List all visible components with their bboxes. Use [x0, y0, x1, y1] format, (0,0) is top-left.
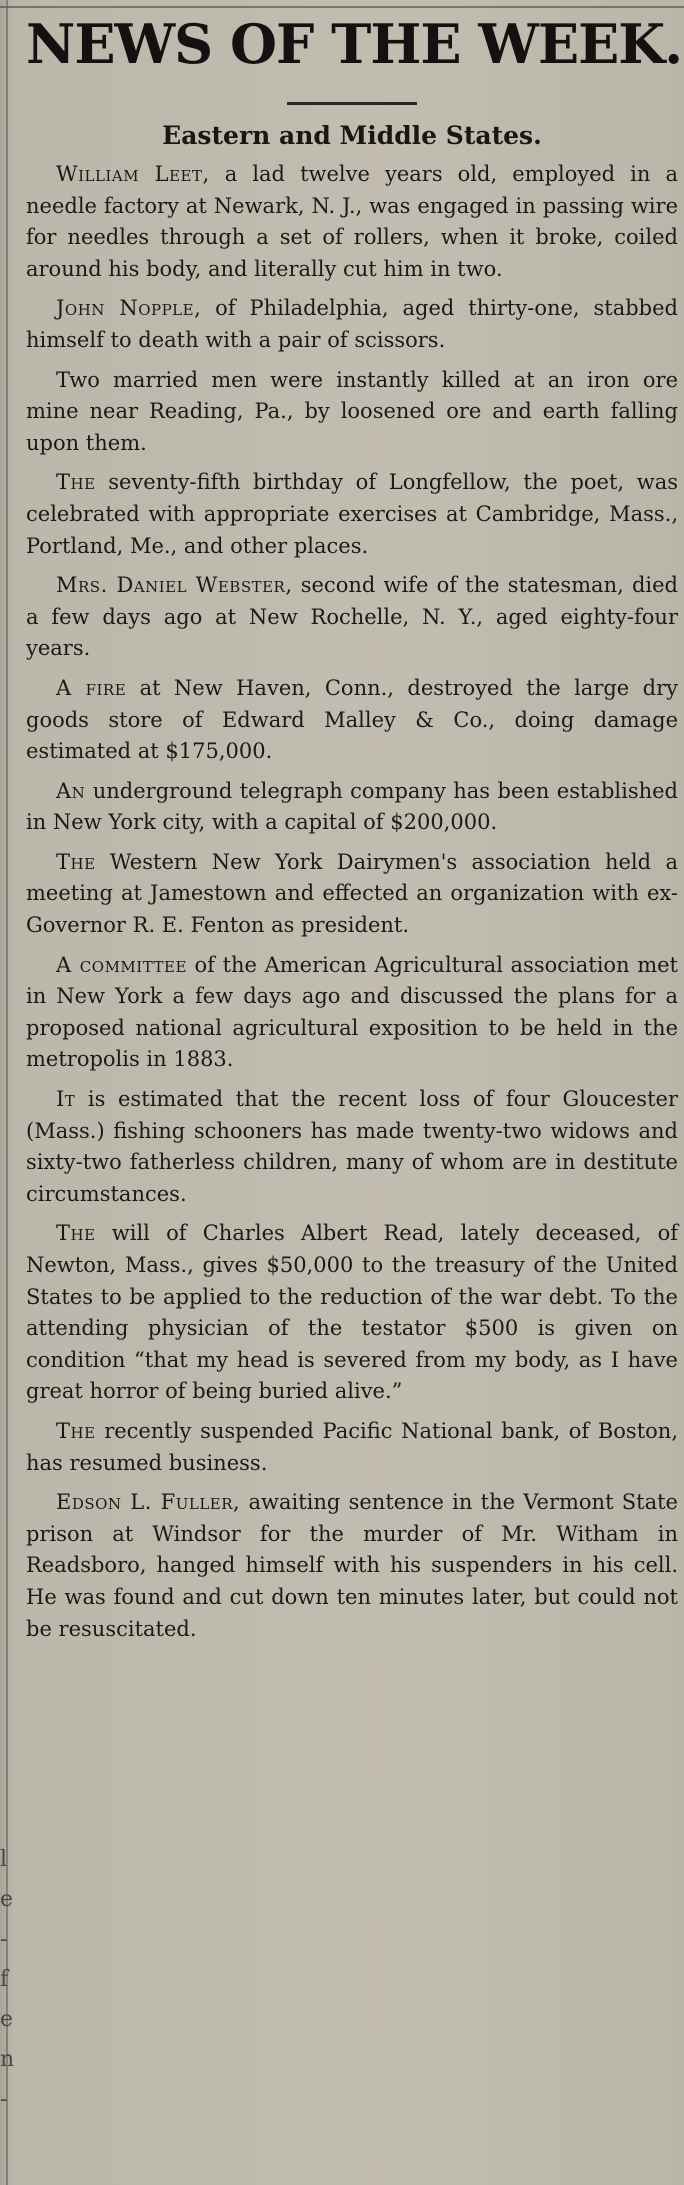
item-lead: John Nopple,: [56, 296, 202, 321]
section-heading: Eastern and Middle States.: [162, 121, 542, 150]
news-item: [26, 467, 678, 562]
item-lead: William Leet,: [56, 162, 210, 186]
news-item: [26, 365, 678, 460]
item-lead: It: [56, 1087, 76, 1112]
item-lead: The: [56, 1418, 96, 1443]
news-item: [26, 950, 678, 1076]
article-column: [26, 10, 682, 1653]
margin-fragment: f: [0, 1967, 9, 1992]
item-lead: Edson L. Fuller,: [56, 1490, 241, 1515]
margin-fragment: e: [0, 1887, 14, 1912]
margin-fragment: -: [0, 2087, 8, 2112]
news-item: [26, 776, 678, 839]
news-item: [26, 1416, 678, 1479]
item-body: recently suspended Pacific National bank, of Boston, has resumed business.: [26, 1418, 678, 1475]
item-body: Two married men were instantly killed at an iron ore mine near Reading, Pa., by loosened ore and earth falling upon them.: [26, 367, 678, 455]
margin-fragment: l: [0, 1847, 8, 1872]
item-body: second wife of the statesman, died a few days ago at New Rochelle, N. Y., aged eighty-four years.: [26, 573, 678, 661]
top-border-rule: [0, 6, 684, 8]
item-body: awaiting sentence in the Vermont State prison at Windsor for the murder of Mr. Witham in Readsboro, hanged himself with his suspenders in his cell. He was found and cut down ten minutes later, but could not be resuscitated.: [26, 1490, 678, 1641]
news-item: [26, 570, 678, 665]
item-body: of Philadelphia, aged thirty-one, stabbed himself to death with a pair of scissors.: [26, 296, 678, 352]
adjacent-column-fragments: [0, 1840, 16, 2120]
item-lead: The: [56, 1221, 96, 1246]
news-item: [26, 293, 678, 356]
item-body: seventy-fifth birthday of Longfellow, the poet, was celebrated with appropriate exercises at Cambridge, Mass., Portland, Me., and other places.: [26, 470, 678, 558]
item-lead: A fire: [56, 675, 127, 700]
item-body: at New Haven, Conn., destroyed the large dry goods store of Edward Malley & Co., doing damage estimated at $175,000.: [26, 675, 678, 764]
item-body: Western New York Dairymen's association held a meeting at Jamestown and effected an organization with ex-Governor R. E. Fenton as president.: [26, 849, 678, 938]
masthead-title: NEWS OF THE WEEK.: [26, 12, 682, 76]
news-item: [26, 159, 678, 285]
title-divider: [287, 102, 417, 105]
news-item: [26, 1084, 678, 1210]
item-lead: A committee: [56, 952, 187, 977]
item-lead: Mrs. Daniel Webster,: [56, 573, 293, 598]
item-body: is estimated that the recent loss of four Gloucester (Mass.) fishing schooners has made twenty-two widows and sixty-two fatherless children, many of whom are in destitute circumstances.: [26, 1087, 678, 1206]
margin-fragment: n: [0, 2047, 15, 2072]
news-item: [26, 1487, 678, 1645]
item-lead: An: [56, 778, 86, 803]
margin-fragment: -: [0, 1927, 8, 1952]
news-item: [26, 673, 678, 768]
item-lead: The: [56, 470, 96, 495]
item-body: will of Charles Albert Read, lately deceased, of Newton, Mass., gives $50,000 to the treasury of the United States to be applied to the reduction of the war debt. To the attending physician of the testator $500 is given on condition “that my head is severed from my body, as I have great horror of being buried alive.”: [26, 1221, 678, 1404]
news-item: [26, 847, 678, 942]
margin-fragment: e: [0, 2007, 14, 2032]
item-body: a lad twelve years old, employed in a needle factory at Newark, N. J., was engaged in passing wire for needles through a set of rollers, when it broke, coiled around his body, and literally cut him in two.: [26, 162, 679, 281]
item-lead: The: [56, 849, 96, 874]
news-item: [26, 1218, 678, 1408]
item-body: underground telegraph company has been established in New York city, with a capital of $200,000.: [26, 778, 678, 835]
item-body: of the American Agricultural association met in New York a few days ago and discussed the plans for a proposed national agricultural exposition to be held in the metropolis in 1883.: [26, 952, 678, 1072]
